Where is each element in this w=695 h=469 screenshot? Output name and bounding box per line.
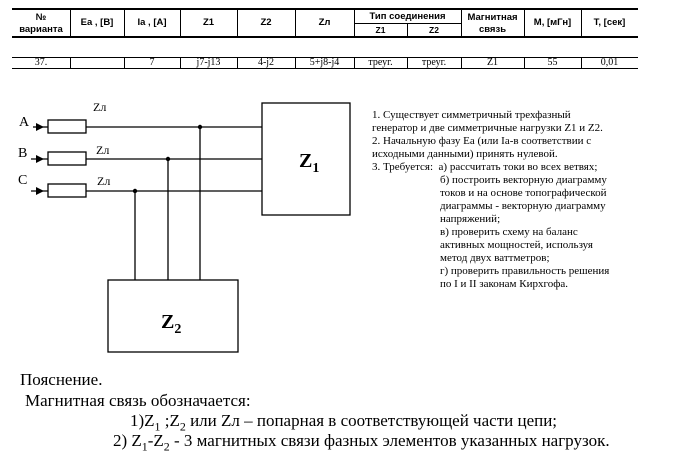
cell-conn-z1: треуг. [368, 57, 393, 68]
z1-load-label: $Z_1$ [299, 150, 320, 176]
header-variant-no: № [35, 12, 47, 23]
header-conn-z1: Z1 [375, 25, 386, 35]
header-ea: Ea , [B] [80, 17, 114, 28]
notes-item-2: 2) $Z_1-Z_2 - 3$ магнитных связи фазных элементов указанных нагрузок. [113, 431, 610, 454]
zl-resistor-c [48, 184, 86, 197]
task-line: напряжений; [440, 213, 501, 225]
task-line: токов и на основе топографической [440, 187, 607, 199]
zl-resistor-b [48, 152, 86, 165]
notes-subtitle: Магнитная связь обозначается: [25, 391, 251, 410]
zl-resistor-a [48, 120, 86, 133]
task-line: в) проверить схему на баланс [440, 226, 578, 238]
cell-z2: 4-j2 [257, 57, 275, 68]
header-zl: Zл [318, 17, 331, 28]
cell-zl: 5+j8-j4 [309, 57, 340, 68]
z2-load-label: $Z_2$ [161, 311, 182, 337]
task-line: 3. Требуется: а) рассчитать токи во всех ветвях; [372, 161, 598, 173]
zl-label-top: Zл [93, 100, 107, 114]
header-conn-type: Тип соединения [369, 11, 446, 22]
task-line: исходными данными) принять нулевой. [372, 148, 558, 160]
task-line: г) проверить правильность решения [440, 265, 610, 277]
task-line: диаграммы - векторную диаграмму [440, 200, 606, 212]
header-variant-word: варианта [19, 24, 63, 35]
cell-t: 0,01 [600, 57, 619, 68]
arrow-c-icon [36, 187, 44, 195]
cell-m: 55 [547, 57, 558, 68]
cell-ia: 7 [149, 57, 155, 68]
zl-label-bot: Zл [97, 174, 111, 188]
phase-c-label: C [18, 173, 28, 188]
notes-item-1: $1)Z_1$ $;Z_2$ или Zл – попарная в соответствующей части цепи; [130, 411, 558, 434]
header-magnetic-2: связь [478, 24, 507, 35]
junction-b [166, 157, 170, 161]
task-line: по I и II законам Кирхгофа. [440, 278, 568, 290]
task-line: 2. Начальную фазу Ea (или Ia-в соответствии с [372, 135, 592, 147]
junction-c [133, 189, 137, 193]
task-line: активных мощностей, используя [440, 239, 593, 251]
phase-a-label: A [19, 115, 30, 130]
zl-label-mid: Zл [96, 143, 110, 157]
header-z1: Z1 [202, 17, 215, 28]
junction-a [198, 125, 202, 129]
cell-variant: 37. [34, 57, 48, 68]
task-line: 1. Существует симметричный трехфазный [372, 109, 571, 121]
header-t: T, [сек] [593, 17, 626, 28]
cell-z1: j7-j13 [196, 57, 221, 68]
header-conn-z2: Z2 [429, 25, 439, 35]
task-line: метод двух ваттметров; [440, 252, 550, 264]
phase-b-label: B [18, 146, 28, 161]
cell-conn-z2: треуг. [421, 57, 447, 68]
arrow-b-icon [36, 155, 44, 163]
arrow-a-icon [36, 123, 44, 131]
header-magnetic-1: Магнитная [467, 12, 518, 23]
task-line: генератор и две симметричные нагрузки Z1 и Z2. [372, 122, 603, 134]
header-ia: Ia , [A] [137, 17, 167, 28]
cell-magnetic: Z1 [486, 57, 499, 68]
header-z2: Z2 [260, 17, 272, 28]
task-line: б) построить векторную диаграмму [440, 174, 607, 186]
header-m: M, [мГн] [533, 17, 572, 28]
notes-title: Пояснение. [20, 370, 103, 389]
